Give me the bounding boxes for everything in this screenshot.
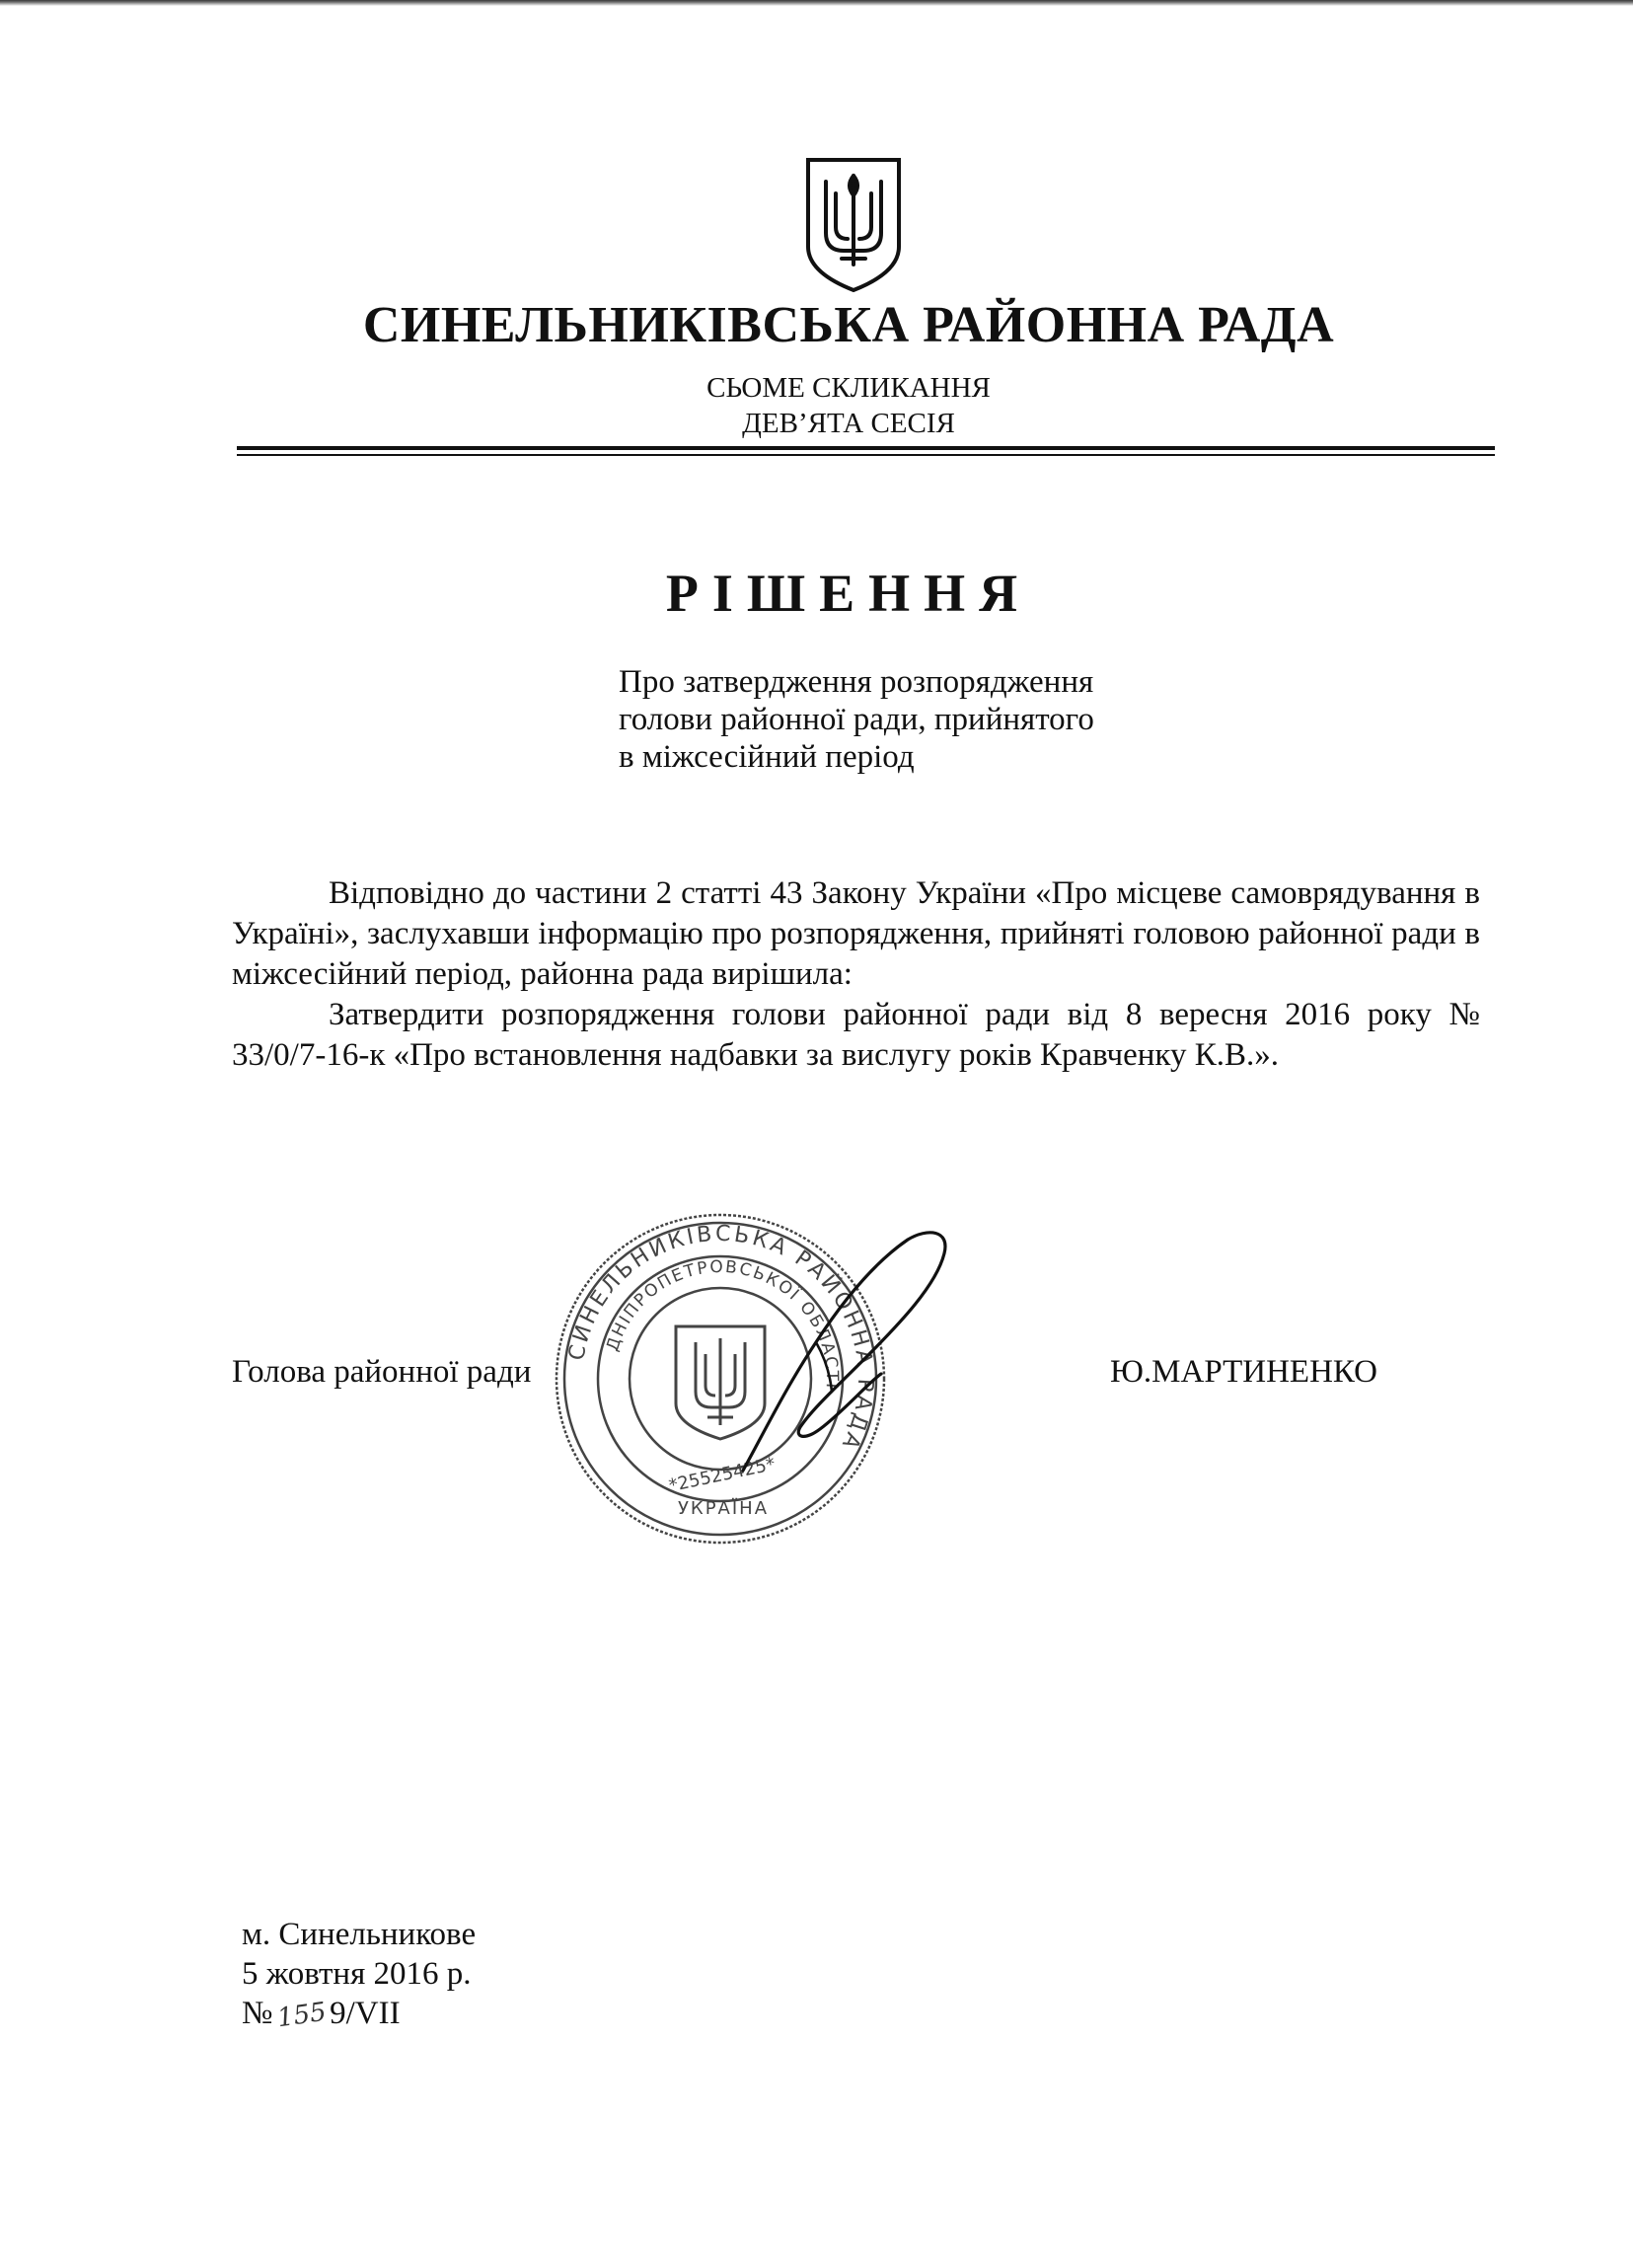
stamp-inner-text: ДНІПРОПЕТРОВСЬКОЇ ОБЛАСТІ (602, 1256, 843, 1392)
subject-line: в міжсесійний період (619, 739, 915, 775)
body-paragraph: Затвердити розпорядження голови районної ради від 8 вересня 2016 року № 33/0/7-16-к «Про встановлення надбавки за вислугу років Кравченку К.В.». (232, 997, 1480, 1073)
subject-line: голови районної ради, прийнятого (619, 702, 1094, 737)
scan-edge (0, 0, 1633, 6)
handwritten-signature (725, 1224, 967, 1480)
stamp-code: *25525425* (667, 1453, 778, 1497)
number-prefix: № (242, 1996, 273, 2031)
document-number (242, 1994, 476, 2035)
document-body (232, 873, 1480, 1076)
issue-date: 5 жовтня 2016 р. (242, 1956, 472, 1992)
signatory-name: Ю.МАРТИНЕНКО (1110, 1354, 1377, 1390)
header-divider-thick (237, 446, 1495, 450)
stamp-country: УКРАЇНА (677, 1498, 770, 1519)
coat-of-arms-icon (804, 156, 903, 294)
stamp-outer-text: СИНЕЛЬНИКІВСЬКА РАЙОННА РАДА (564, 1221, 878, 1456)
handwritten-number: 155 (274, 1997, 328, 2034)
document-type-title: РІШЕННЯ (665, 564, 1032, 623)
subject-line: Про затвердження розпорядження (619, 664, 1094, 700)
header-divider-thin (237, 454, 1495, 456)
session-label: ДЕВ’ЯТА СЕСІЯ (742, 408, 955, 439)
body-paragraph: Відповідно до частини 2 статті 43 Закону України «Про місцеве самоврядування в Україні», заслухавши інформацію про розпорядження, прийняті головою районної ради в міжсесійний період, районна рада вирішила: (232, 875, 1480, 992)
convocation-label: СЬОМЕ СКЛИКАННЯ (706, 372, 991, 404)
document-subject (619, 663, 1094, 776)
organization-name: СИНЕЛЬНИКІВСЬКА РАЙОННА РАДА (362, 297, 1335, 353)
issue-city: м. Синельникове (242, 1917, 477, 1952)
signature-position: Голова районної ради (232, 1354, 532, 1390)
number-suffix: 9/VII (330, 1996, 401, 2031)
document-footer (242, 1915, 476, 2035)
